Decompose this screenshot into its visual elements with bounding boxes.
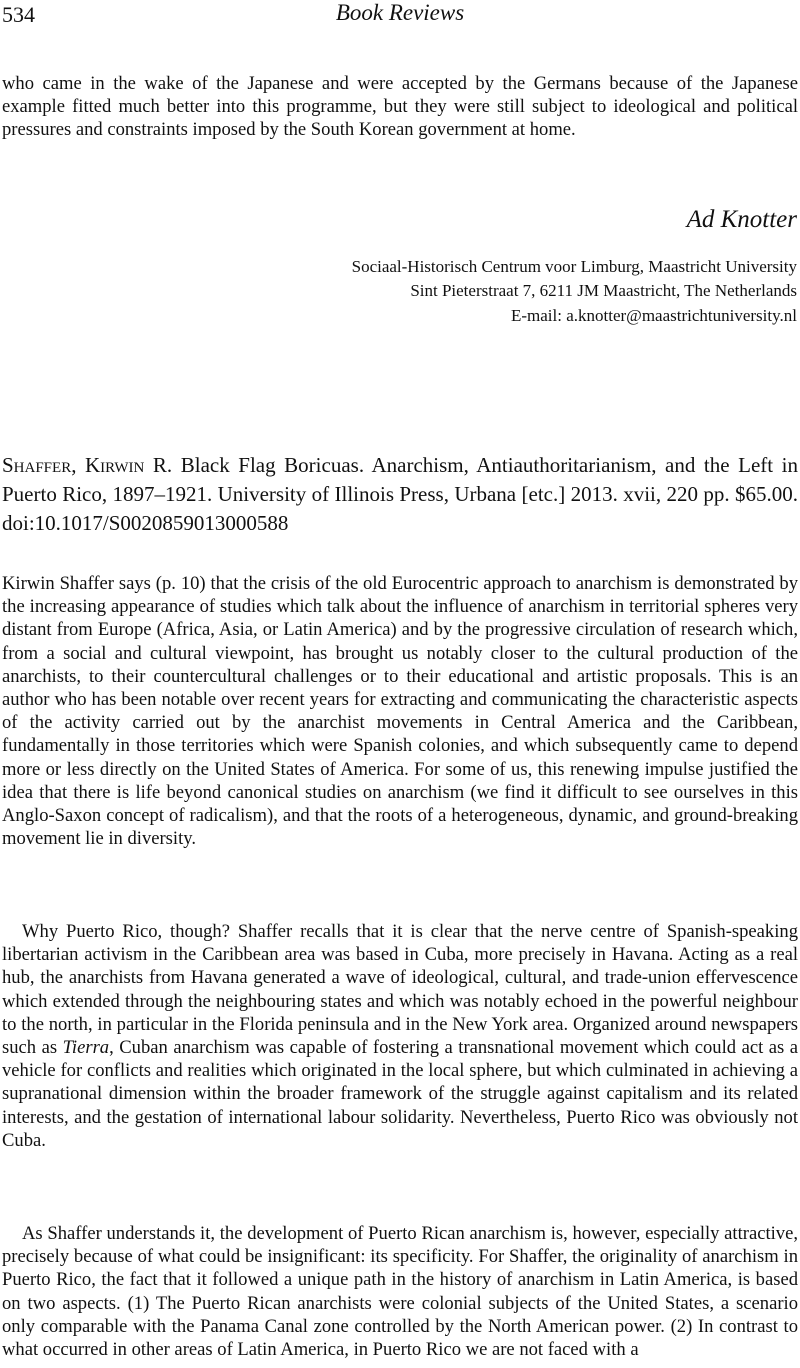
book-citation-details: Black Flag Boricuas. Anarchism, Antiauthoritarianism, and the Left in Puerto Rico, 1897–1921. University of Illinois Press, Urbana [etc.] 2013. xvii, 220 pp. $65.00. doi:10.1017/S0020859013000588: [2, 453, 799, 535]
reviewer-email: E-mail: a.knotter@maastrichtuniversity.nl: [510, 306, 797, 325]
paragraph-2-text-start: Why Puerto Rico, though? Shaffer recalls that it is clear that the nerve centre of Spanish-speaking libertarian activism in the Caribbean area was based in Cuba, more precisely in Havana. Acting as a real hub, the anarchists from Havana generated a wave of ideological, cultural, and trade-union effervescence which extended through the neighbouring states and which was notably echoed in the powerful neighbour to the north, in particular in the Florida peninsula and in the New York area. Organized around newspapers such as: [2, 921, 798, 1059]
page-number: 534: [2, 2, 35, 27]
book-author-last: Shaffer,: [2, 453, 77, 477]
previous-review-closing-paragraph: who came in the wake of the Japanese and were accepted by the Germans because of the Japanese example fitted much better into this programme, but they were still subject to ideological and political pressures and constraints imposed by the South Korean government at home.: [2, 73, 798, 141]
review-paragraph-1: Kirwin Shaffer says (p. 10) that the crisis of the old Eurocentric approach to anarchism is demonstrated by the increasing appearance of studies which talk about the influence of anarchism in territorial spheres very distant from Europe (Africa, Asia, or Latin America) and by the progressive circulation of research which, from a social and cultural viewpoint, has brought us notably closer to the cultural production of the anarchists, to their countercultural challenges or to their educational and artistic proposals. This is an author who has been notable over recent years for extracting and communicating the characteristic aspects of the activity carried out by the anarchist movements in Central America and the Caribbean, fundamentally in those territories which were Spanish colonies, and which subsequently came to depend more or less directly on the United States of America. For some of us, this renewing impulse justified the idea that there is life beyond canonical studies on anarchism (we find it difficult to see ourselves in this Anglo-Saxon concept of radicalism), and that the roots of a heterogeneous, dynamic, and ground-breaking movement lie in diversity.: [2, 573, 798, 850]
review-paragraph-2: [2, 920, 798, 1152]
paragraph-2-text-end: , Cuban anarchism was capable of fostering a transnational movement which could act as a vehicle for conflicts and realities which originated in the local sphere, but which culminated in achieving a supranational dimension within the broader framework of the struggle against capitalism and its related interests, and the gestation of international labour solidarity. Nevertheless, Puerto Rico was obviously not Cuba.: [2, 1037, 798, 1151]
reviewer-name: Ad Knotter: [686, 206, 797, 233]
newspaper-title: Tierra: [62, 1037, 110, 1059]
book-citation: [2, 451, 798, 538]
book-author-initial: R.: [144, 453, 181, 477]
reviewer-address: Sint Pieterstraat 7, 6211 JM Maastricht, The Netherlands: [410, 281, 797, 300]
book-author-first: Kirwin: [85, 453, 145, 477]
reviewer-affiliation: Sociaal-Historisch Centrum voor Limburg, Maastricht University: [351, 257, 797, 276]
running-head: Book Reviews: [335, 0, 465, 25]
page-header: [0, 0, 800, 34]
review-paragraph-3: As Shaffer understands it, the development of Puerto Rican anarchism is, however, especially attractive, precisely because of what could be insignificant: its specificity. For Shaffer, the originality of anarchism in Puerto Rico, the fact that it followed a unique path in the history of anarchism in Latin America, is based on two aspects. (1) The Puerto Rican anarchists were colonial subjects of the United States, a scenario only comparable with the Panama Canal zone controlled by the North American power. (2) In contrast to what occurred in other areas of Latin America, in Puerto Rico we are not faced with a: [2, 1223, 798, 1361]
